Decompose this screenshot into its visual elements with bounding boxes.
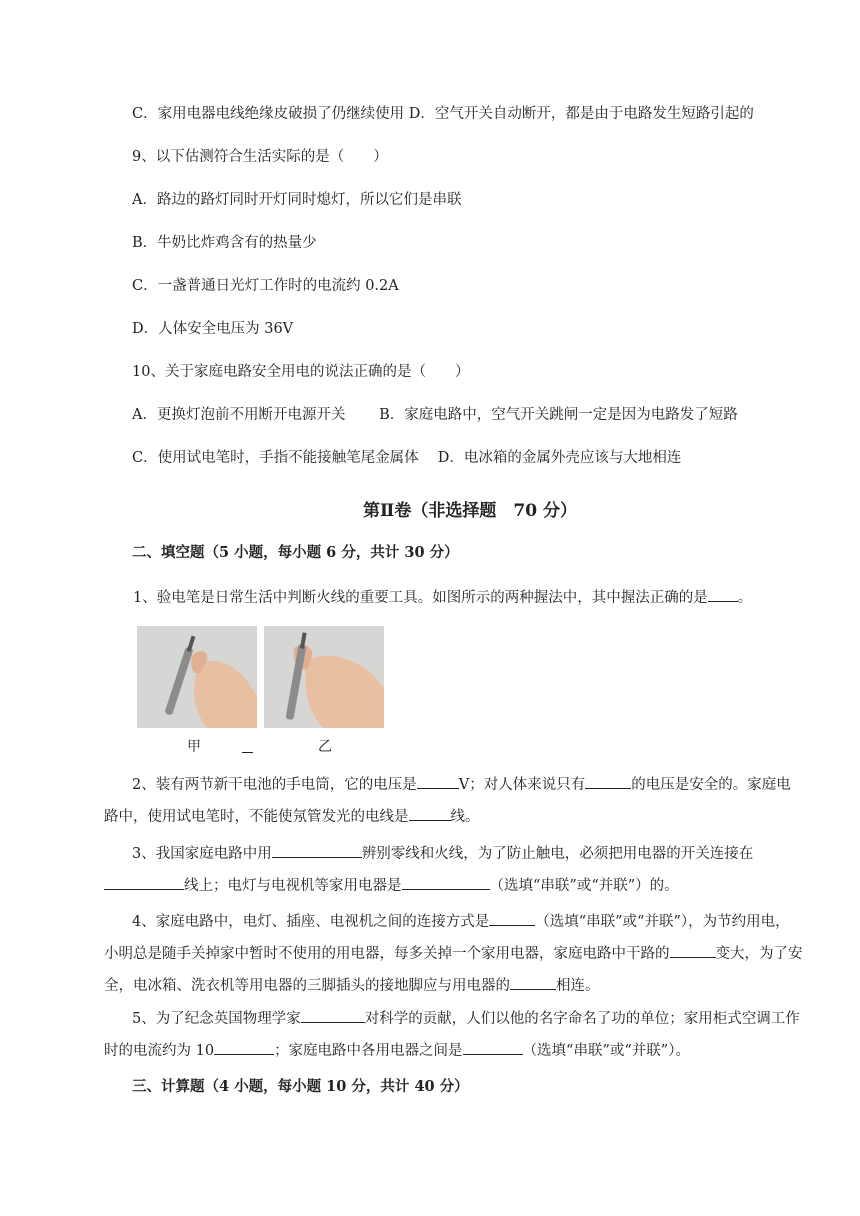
answer-blank[interactable]: [489, 909, 535, 926]
fill-q4-text-1: 4、家庭电路中，电灯、插座、电视机之间的连接方式是: [132, 914, 490, 930]
fill-q2: [104, 769, 804, 833]
fill-q5-text-1: 5、为了纪念英国物理学家: [132, 1011, 301, 1027]
answer-blank[interactable]: [409, 804, 451, 821]
answer-blank[interactable]: [214, 1038, 274, 1055]
fill-q1-end: 。: [737, 590, 753, 606]
fill-q5-text-3: ；家庭电路中各用电器之间是: [274, 1043, 463, 1059]
fill-q3-text-1: 3、我国家庭电路中用: [132, 846, 272, 862]
fill-q5: [104, 1003, 804, 1067]
q10-options-cd: C．使用试电笔时，手指不能接触笔尾金属体 D．电冰箱的金属外壳应该与大地相连: [132, 450, 682, 466]
fill-q5-text-4: （选填“串联”或“并联”）。: [522, 1043, 690, 1059]
fill-q2-text-1: 2、装有两节新干电池的手电筒，它的电压是: [132, 777, 417, 793]
fill-q2-text-3: 的电压是安全的。家庭电路中，使用试电笔时，不能使氖管发光的电线是: [104, 777, 791, 825]
hand-holding-pen-image: [137, 626, 257, 728]
fill-q4-text-3: 变大，为了安全，电冰箱、洗衣机等用电器的三脚插头的接地脚应与用电器的: [104, 946, 803, 994]
figure-label-a: 甲: [187, 739, 201, 755]
fill-q4-text-2: （选填“串联”或“并联”），为节约用电，小明总是随手关掉家中暂时不使用的用电器，每多关掉一个家用电器，家庭电路中干路的: [104, 914, 790, 962]
answer-blank[interactable]: [301, 1006, 365, 1023]
fill-q3-text-2: 辨别零线和火线，为了防止触电，必须把用电器的开关连接在: [361, 846, 754, 862]
figure-grip-a: [137, 626, 257, 728]
part2-title: 第Ⅱ卷（非选择题 70 分）: [363, 501, 577, 521]
section-fill-heading: 二、填空题（5 小题，每小题 6 分，共计 30 分）: [132, 544, 459, 561]
figure-grip-b: [264, 626, 384, 728]
fill-q1: [133, 585, 752, 608]
section-calc-heading: 三、计算题（4 小题，每小题 10 分，共计 40 分）: [132, 1078, 469, 1095]
fill-q5-text-2: 对科学的贡献，人们以他的名字命名了功的单位；家用柜式空调工作时的电流约为 10: [104, 1011, 800, 1059]
q9-stem: 9、以下估测符合生活实际的是（ ）: [132, 149, 388, 165]
answer-blank[interactable]: [402, 873, 490, 890]
q8-option-cd: C．家用电器电线绝缘皮破损了仍继续使用 D．空气开关自动断开，都是由于电路发生短路引起的: [132, 106, 754, 122]
answer-blank[interactable]: [585, 772, 631, 789]
fill-q3: [104, 838, 804, 902]
answer-blank[interactable]: [463, 1038, 523, 1055]
q9-option-c: C．一盏普通日光灯工作时的电流约 0.2A: [132, 278, 399, 294]
fill-q4-text-4: 相连。: [556, 978, 600, 994]
fill-q3-text-4: （选填“串联”或“并联”）的。: [489, 878, 679, 894]
figure-dash: [242, 752, 253, 753]
fill-q3-text-3: 线上；电灯与电视机等家用电器是: [184, 878, 402, 894]
hand-holding-pen-image: [264, 626, 384, 728]
fill-q2-text-2: V；对人体来说只有: [458, 777, 586, 793]
answer-blank[interactable]: [708, 585, 738, 602]
figure-label-b: 乙: [318, 739, 332, 755]
answer-blank[interactable]: [417, 772, 459, 789]
fill-q2-text-4: 线。: [450, 809, 480, 825]
answer-blank[interactable]: [510, 973, 556, 990]
q10-stem: 10、关于家庭电路安全用电的说法正确的是（ ）: [132, 364, 470, 380]
answer-blank[interactable]: [272, 841, 362, 858]
q10-options-ab: A．更换灯泡前不用断开电源开关 B．家庭电路中，空气开关跳闸一定是因为电路发了短路: [132, 407, 738, 423]
answer-blank[interactable]: [670, 941, 716, 958]
fill-q1-text: 1、验电笔是日常生活中判断火线的重要工具。如图所示的两种握法中，其中握法正确的是: [133, 590, 708, 606]
q9-option-d: D．人体安全电压为 36V: [132, 321, 294, 337]
fill-q4: [104, 906, 804, 1002]
q9-option-a: A．路边的路灯同时开灯同时熄灯，所以它们是串联: [132, 192, 462, 208]
q9-option-b: B．牛奶比炸鸡含有的热量少: [132, 235, 317, 251]
answer-blank[interactable]: [104, 873, 184, 890]
